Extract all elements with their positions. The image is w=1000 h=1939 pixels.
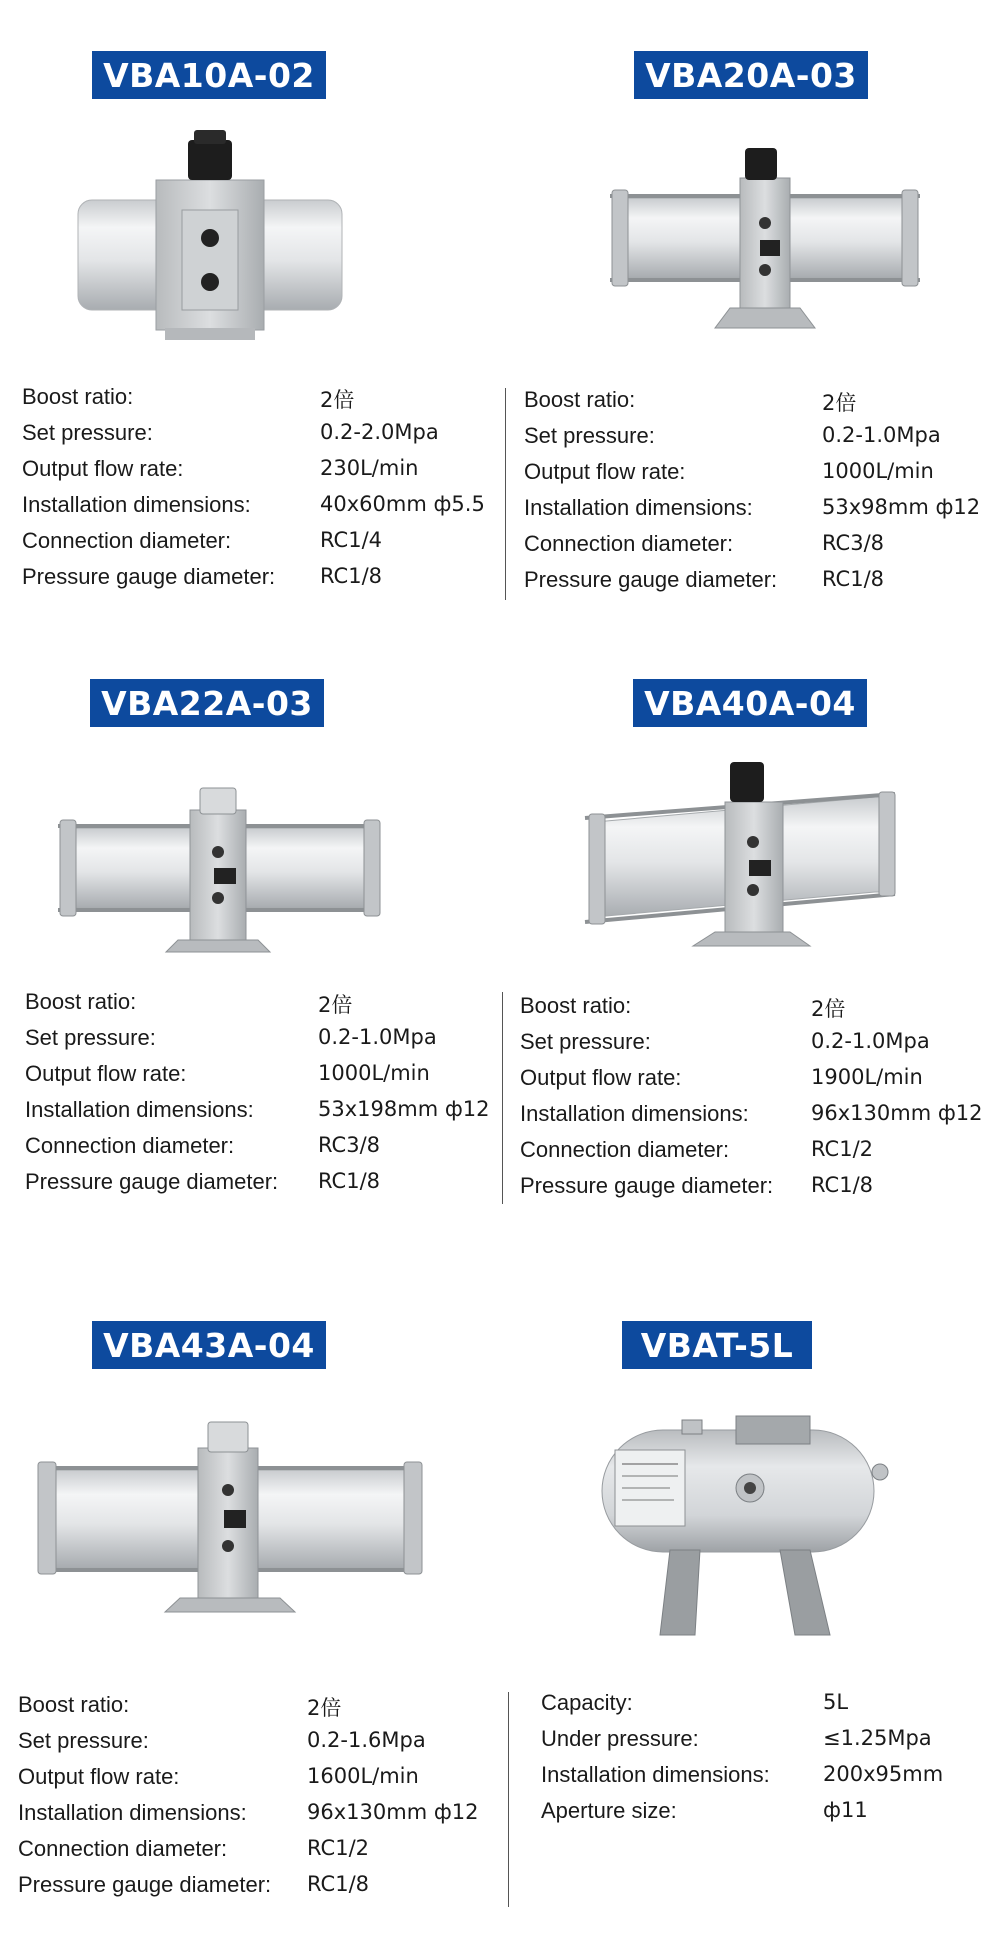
spec-row: Pressure gauge diameter: RC1/8 xyxy=(524,567,885,592)
spec-row: Connection diameter: RC3/8 xyxy=(25,1133,381,1158)
spec-row: Connection diameter: RC1/2 xyxy=(520,1137,874,1162)
spec-row: Output flow rate: 1000L/min xyxy=(524,459,934,484)
product-photo-vba10a xyxy=(60,110,360,340)
model-tag: VBA20A-03 xyxy=(634,51,868,99)
spec-list xyxy=(520,993,1000,1198)
product-photo-vba40a xyxy=(575,752,915,962)
model-tag: VBA22A-03 xyxy=(90,679,324,727)
spec-row: Installation dimensions: 96x130mm ф12 xyxy=(520,1101,983,1126)
product-photo-vba22a xyxy=(50,780,390,960)
spec-row: Pressure gauge diameter: RC1/8 xyxy=(25,1169,381,1194)
product-photo-vba20a xyxy=(600,118,930,338)
spec-row: Connection diameter: RC1/2 xyxy=(18,1836,370,1861)
spec-row: Aperture size: ф11 xyxy=(541,1798,868,1823)
spec-row: Boost ratio: 2倍 xyxy=(25,989,353,1017)
spec-row: Connection diameter: RC1/4 xyxy=(22,528,383,553)
spec-row: Installation dimensions: 53x98mm ф12 xyxy=(524,495,981,520)
column-divider xyxy=(505,388,506,600)
model-tag: VBA40A-04 xyxy=(633,679,867,727)
spec-row: Set pressure: 0.2-2.0Mpa xyxy=(22,420,439,445)
spec-row: Output flow rate: 1600L/min xyxy=(18,1764,419,1789)
spec-row: Pressure gauge diameter: RC1/8 xyxy=(22,564,383,589)
spec-row: Installation dimensions: 96x130mm ф12 xyxy=(18,1800,479,1825)
spec-row: Boost ratio: 2倍 xyxy=(520,993,846,1021)
spec-row: Boost ratio: 2倍 xyxy=(22,384,355,412)
spec-row: Output flow rate: 1900L/min xyxy=(520,1065,923,1090)
model-tag: VBA43A-04 xyxy=(92,1321,326,1369)
spec-row: Set pressure: 0.2-1.0Mpa xyxy=(524,423,941,448)
spec-list xyxy=(22,384,502,589)
spec-row: Set pressure: 0.2-1.0Mpa xyxy=(25,1025,437,1050)
spec-row: Output flow rate: 1000L/min xyxy=(25,1061,430,1086)
model-tag: VBA10A-02 xyxy=(92,51,326,99)
spec-row: Boost ratio: 2倍 xyxy=(524,387,857,415)
spec-list xyxy=(541,1690,1000,1830)
spec-row: Pressure gauge diameter: RC1/8 xyxy=(18,1872,370,1897)
column-divider xyxy=(502,992,503,1204)
model-tag: VBAT-5L xyxy=(622,1321,812,1369)
spec-row: Pressure gauge diameter: RC1/8 xyxy=(520,1173,874,1198)
column-divider xyxy=(508,1692,509,1907)
spec-row: Installation dimensions: 200x95mm xyxy=(541,1762,944,1787)
spec-row: Set pressure: 0.2-1.0Mpa xyxy=(520,1029,930,1054)
spec-row: Installation dimensions: 53x198mm ф12 xyxy=(25,1097,490,1122)
spec-row: Connection diameter: RC3/8 xyxy=(524,531,885,556)
spec-row: Boost ratio: 2倍 xyxy=(18,1692,342,1720)
product-photo-vba43a xyxy=(30,1418,430,1618)
spec-list xyxy=(18,1692,498,1897)
spec-row: Installation dimensions: 40x60mm ф5.5 xyxy=(22,492,485,517)
spec-row: Capacity: 5L xyxy=(541,1690,849,1715)
product-photo-vbat-5l xyxy=(590,1400,890,1645)
spec-list xyxy=(524,387,1000,592)
spec-list xyxy=(25,989,505,1194)
spec-row: Under pressure: ≤1.25Mpa xyxy=(541,1726,932,1751)
spec-row: Set pressure: 0.2-1.6Mpa xyxy=(18,1728,426,1753)
spec-row: Output flow rate: 230L/min xyxy=(22,456,419,481)
